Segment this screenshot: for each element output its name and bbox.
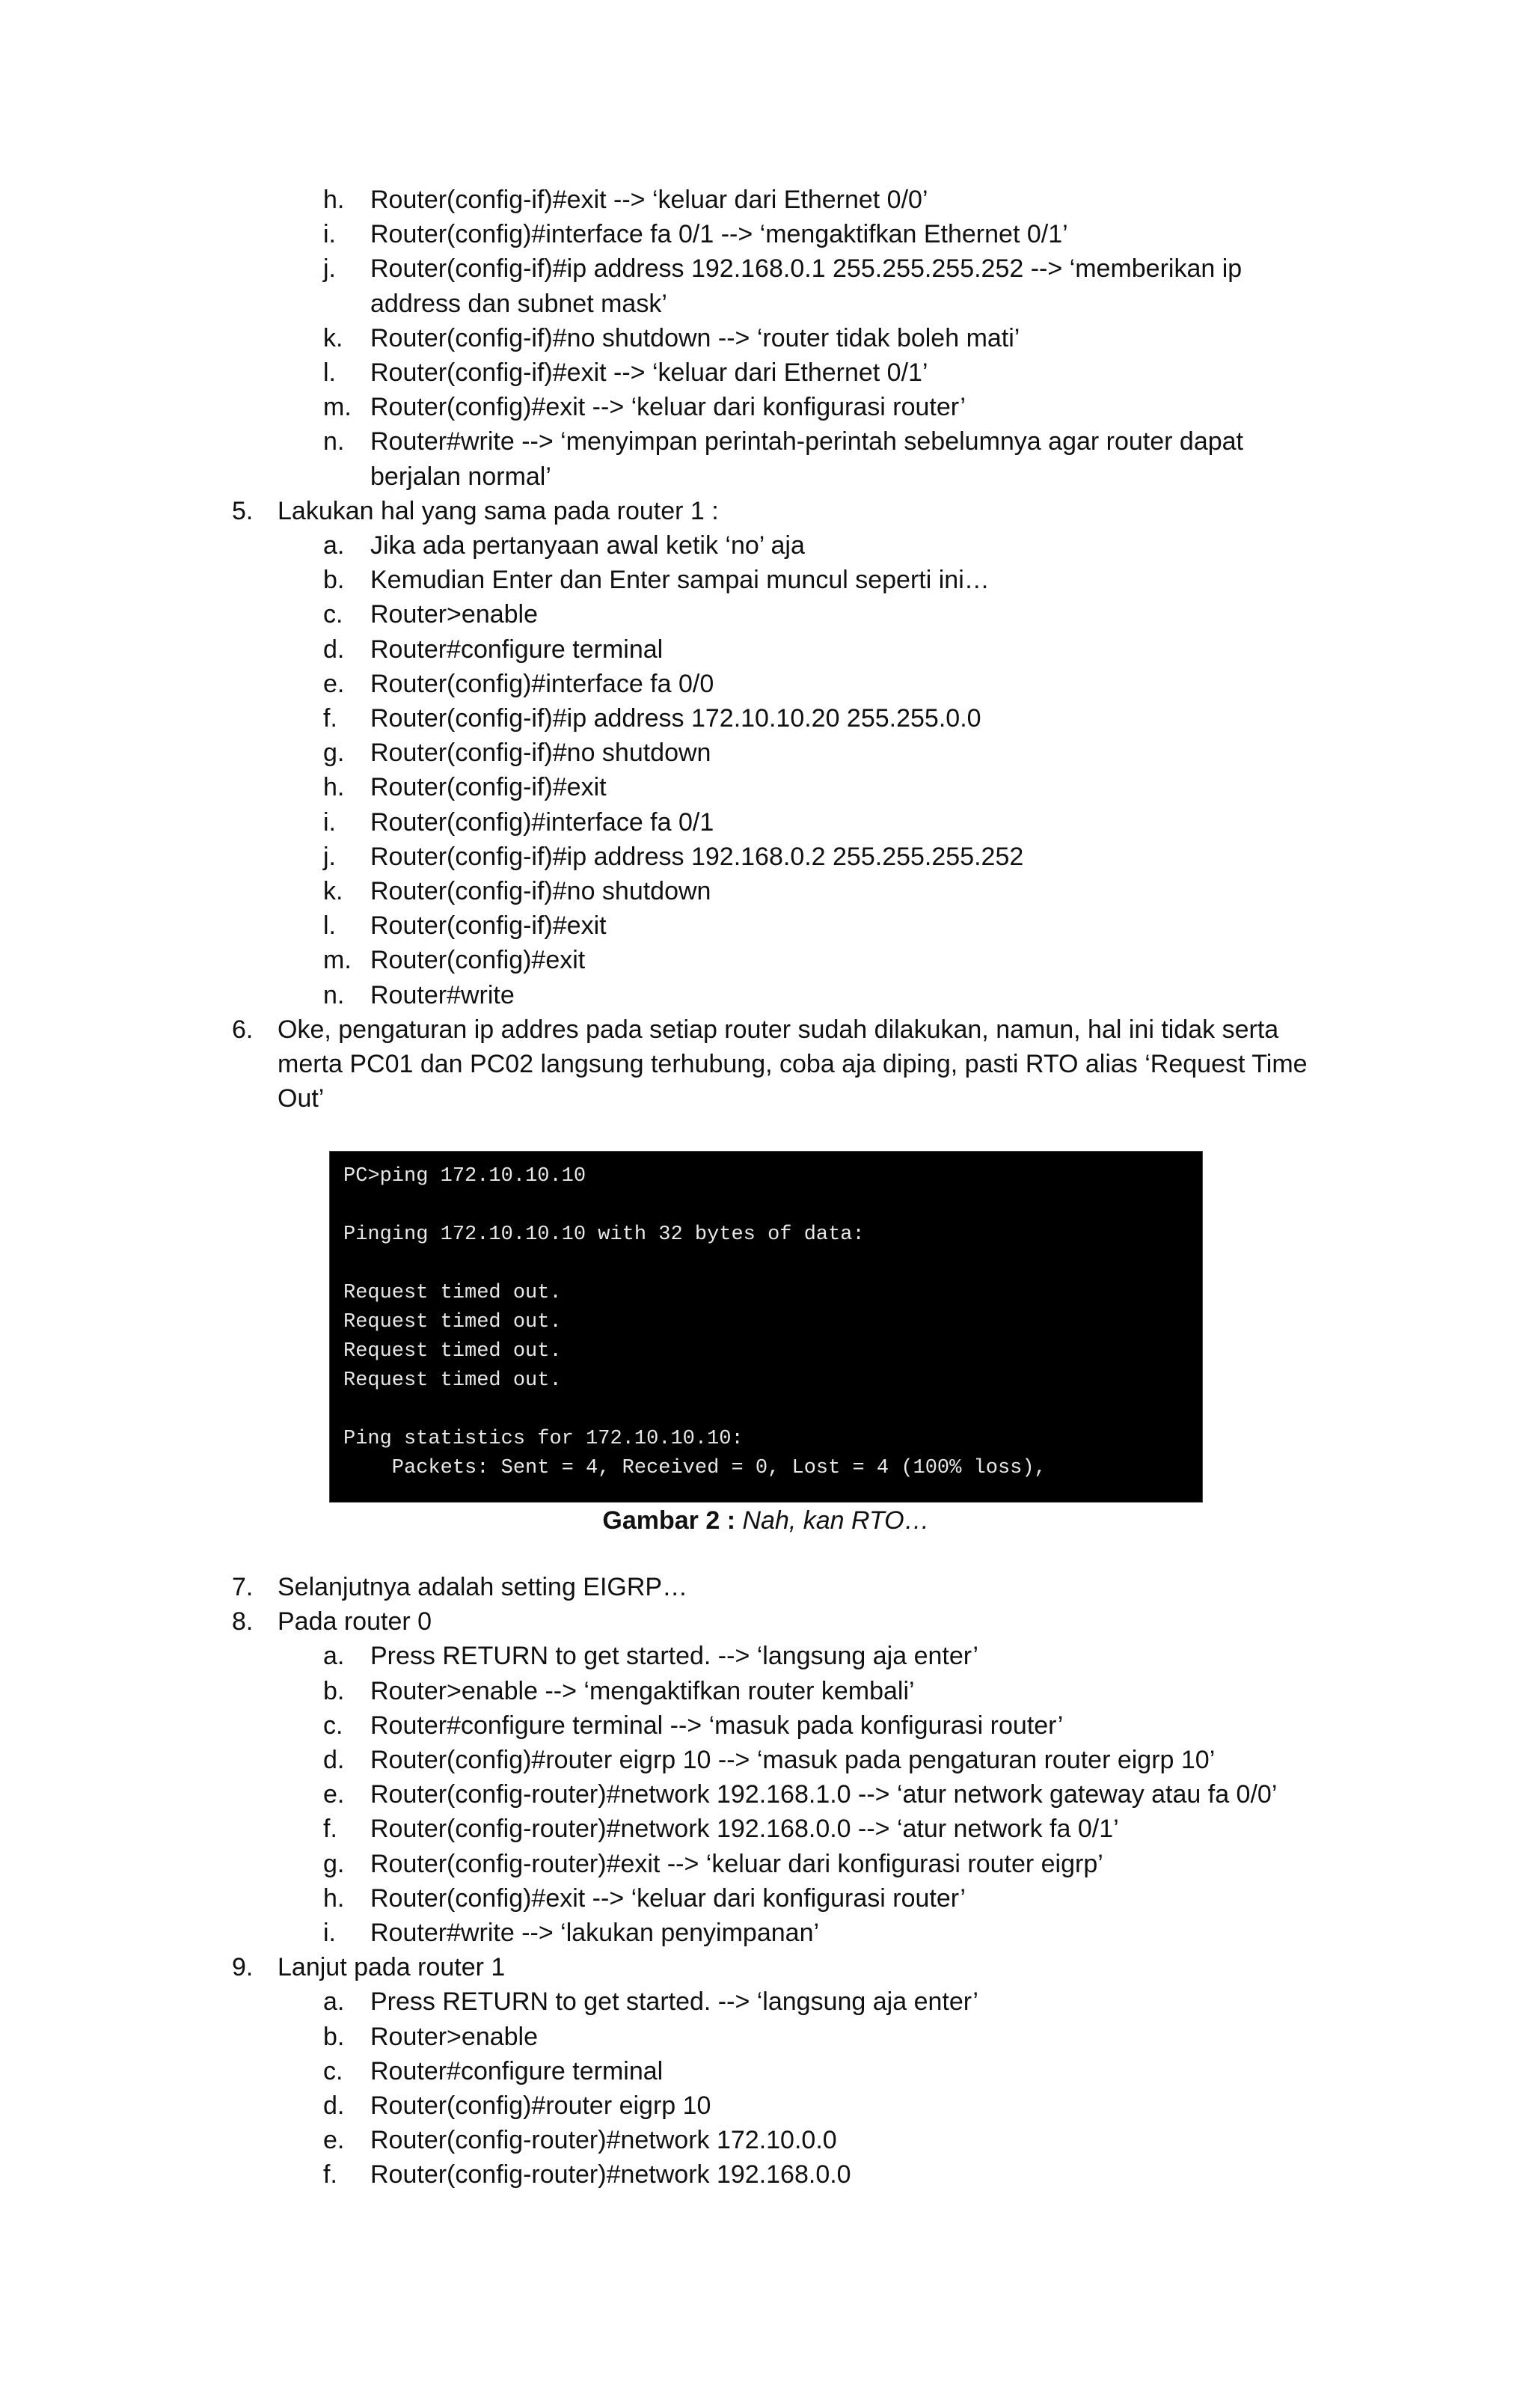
list-marker: a. xyxy=(323,1987,345,2017)
list-marker: n. xyxy=(323,427,345,456)
list-item-text: Router(config-if)#no shutdown xyxy=(370,877,711,905)
list-item-text: berjalan normal’ xyxy=(370,462,551,491)
list-marker: e. xyxy=(323,669,345,698)
list-marker: d. xyxy=(323,635,345,664)
terminal-line: Request timed out. xyxy=(343,1282,562,1304)
list-item-text: Router#write --> ‘lakukan penyimpanan’ xyxy=(370,1919,820,1947)
list-marker: c. xyxy=(323,2056,343,2085)
list-item-text: Router(config-if)#no shutdown --> ‘router tidak boleh mati’ xyxy=(370,323,1020,352)
list-marker: e. xyxy=(323,2126,345,2155)
list-marker: k. xyxy=(323,323,343,352)
list-item-text: Router(config-if)#exit --> ‘keluar dari Ethernet 0/0’ xyxy=(370,186,928,214)
list-marker: a. xyxy=(323,531,345,560)
list-marker: l. xyxy=(323,358,336,387)
list-item-text: Press RETURN to get started. --> ‘langsung aja enter’ xyxy=(370,1987,978,2017)
list-marker: 9. xyxy=(232,1953,254,1982)
list-item-text: Selanjutnya adalah setting EIGRP… xyxy=(278,1573,688,1601)
list-item-text: Router#write --> ‘menyimpan perintah-perintah sebelumnya agar router dapat xyxy=(370,427,1244,456)
list-marker: g. xyxy=(323,1849,345,1878)
list-marker: f. xyxy=(323,1815,337,1844)
list-item-text: Router#write xyxy=(370,980,515,1009)
list-marker: d. xyxy=(323,2091,345,2120)
list-item-text: Router#configure terminal xyxy=(370,2056,664,2085)
list-item-text: Router(config)#exit xyxy=(370,946,586,975)
list-item-text: Router(config)#interface fa 0/1 --> ‘mengaktifkan Ethernet 0/1’ xyxy=(370,220,1068,249)
list-item-text: Jika ada pertanyaan awal ketik ‘no’ aja xyxy=(370,531,805,560)
terminal-line: Request timed out. xyxy=(343,1340,562,1363)
list-marker: j. xyxy=(323,254,336,284)
terminal-line: Pinging 172.10.10.10 with 32 bytes of data: xyxy=(343,1223,865,1246)
list-item-text: Router(config-if)#exit xyxy=(370,773,607,802)
list-marker: c. xyxy=(323,1711,343,1740)
list-item-text: Router(config)#interface fa 0/1 xyxy=(370,807,714,837)
list-marker: i. xyxy=(323,220,336,249)
list-item-text: Router(config-if)#ip address 172.10.10.20 255.255.0.0 xyxy=(370,704,981,733)
list-item-text: Pada router 0 xyxy=(278,1607,432,1637)
terminal-line: Request timed out. xyxy=(343,1369,562,1392)
list-item-text: Router(config-if)#ip address 192.168.0.1 255.255.255.252 --> ‘memberikan ip xyxy=(370,254,1243,284)
list-marker: i. xyxy=(323,807,336,837)
ping-terminal-screenshot xyxy=(329,1151,1203,1503)
list-item-text: Router(config-router)#network 192.168.1.0 --> ‘atur network gateway atau fa 0/0’ xyxy=(370,1780,1278,1809)
terminal-line: PC>ping 172.10.10.10 xyxy=(343,1165,586,1188)
list-item-text: Kemudian Enter dan Enter sampai muncul seperti ini… xyxy=(370,566,990,595)
list-marker: j. xyxy=(323,842,336,871)
terminal-line: Ping statistics for 172.10.10.10: xyxy=(343,1428,744,1450)
list-marker: l. xyxy=(323,911,336,941)
caption-label: Gambar 2 : xyxy=(602,1506,736,1535)
list-marker: b. xyxy=(323,1676,345,1705)
list-marker: b. xyxy=(323,566,345,595)
list-item-text: merta PC01 dan PC02 langsung terhubung, coba aja diping, pasti RTO alias ‘Request Time xyxy=(278,1050,1308,1078)
list-item-text: Router(config-if)#exit --> ‘keluar dari Ethernet 0/1’ xyxy=(370,358,928,387)
list-item-text: Lakukan hal yang sama pada router 1 : xyxy=(278,496,719,525)
list-item-text: Press RETURN to get started. --> ‘langsung aja enter’ xyxy=(370,1642,978,1671)
list-item-text: Router(config-router)#exit --> ‘keluar dari konfigurasi router eigrp’ xyxy=(370,1849,1103,1878)
list-item-text: Router(config-router)#network 192.168.0.0 --> ‘atur network fa 0/1’ xyxy=(370,1815,1119,1844)
terminal-line: Packets: Sent = 4, Received = 0, Lost = 4 (100% loss), xyxy=(343,1457,1047,1479)
list-item-text: Router>enable xyxy=(370,600,539,629)
list-item-text: Router#configure terminal xyxy=(370,635,664,664)
list-marker: m. xyxy=(323,946,352,975)
list-item-text: Router>enable xyxy=(370,2022,539,2051)
list-item-text: Router(config)#router eigrp 10 --> ‘masuk pada pengaturan router eigrp 10’ xyxy=(370,1746,1216,1774)
list-item-text: Router(config)#exit --> ‘keluar dari konfigurasi router’ xyxy=(370,1883,966,1913)
list-item-text: Router(config-router)#network 172.10.0.0 xyxy=(370,2126,837,2155)
list-item-text: Router(config)#exit --> ‘keluar dari konfigurasi router’ xyxy=(370,393,966,422)
figure-caption xyxy=(0,1503,1532,1538)
list-item-text: Router(config-router)#network 192.168.0.0 xyxy=(370,2160,851,2189)
list-item-text: Oke, pengaturan ip addres pada setiap router sudah dilakukan, namun, hal ini tidak serta xyxy=(278,1015,1279,1044)
list-marker: g. xyxy=(323,739,345,768)
list-item-text: Router(config)#router eigrp 10 xyxy=(370,2091,711,2120)
list-marker: 6. xyxy=(232,1015,254,1044)
list-item-text: Router>enable --> ‘mengaktifkan router kembali’ xyxy=(370,1676,915,1705)
list-item-text: Router#configure terminal --> ‘masuk pada konfigurasi router’ xyxy=(370,1711,1064,1740)
list-marker: d. xyxy=(323,1746,345,1774)
list-item-text: Lanjut pada router 1 xyxy=(278,1953,506,1982)
list-item-text: address dan subnet mask’ xyxy=(370,289,667,318)
list-marker: m. xyxy=(323,393,352,422)
caption-text: Nah, kan RTO… xyxy=(742,1506,930,1535)
list-marker: 5. xyxy=(232,496,254,525)
list-marker: f. xyxy=(323,704,337,733)
list-item-text: Router(config-if)#exit xyxy=(370,911,607,941)
list-marker: a. xyxy=(323,1642,345,1671)
list-marker: h. xyxy=(323,1883,345,1913)
list-marker: f. xyxy=(323,2160,337,2189)
list-marker: b. xyxy=(323,2022,345,2051)
list-marker: i. xyxy=(323,1919,336,1947)
list-marker: c. xyxy=(323,600,343,629)
list-marker: k. xyxy=(323,877,343,905)
list-marker: h. xyxy=(323,773,345,802)
list-marker: h. xyxy=(323,186,345,214)
list-item-text: Router(config-if)#no shutdown xyxy=(370,739,711,768)
list-item-text: Router(config-if)#ip address 192.168.0.2 255.255.255.252 xyxy=(370,842,1024,871)
list-item-text: Router(config)#interface fa 0/0 xyxy=(370,669,714,698)
list-marker: e. xyxy=(323,1780,345,1809)
list-marker: 8. xyxy=(232,1607,254,1637)
list-marker: 7. xyxy=(232,1573,254,1601)
list-item-text: Out’ xyxy=(278,1084,325,1113)
list-marker: n. xyxy=(323,980,345,1009)
terminal-line: Request timed out. xyxy=(343,1311,562,1333)
